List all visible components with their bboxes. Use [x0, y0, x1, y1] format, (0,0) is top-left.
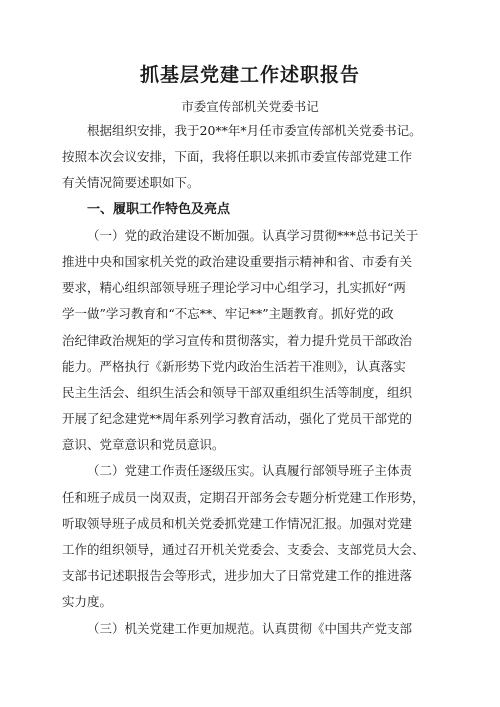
paragraph-line: （三）机关党建工作更加规范。认真贯彻《中国共产党支部 [87, 620, 413, 636]
page-subtitle: 市委宣传部机关党委书记 [181, 99, 319, 114]
intro-line: 有关情况简要述职如下。 [62, 175, 200, 191]
paragraph-line: 实力度。 [62, 594, 113, 610]
page-title: 抓基层党建工作述职报告 [139, 64, 360, 86]
paragraph-line: 推进中央和国家机关党的政治建设重要指示精神和省、市委有关 [62, 253, 413, 269]
document-body [62, 118, 440, 642]
paragraph-line: 开展了纪念建党**周年系列学习教育活动，强化了党员干部党的 [62, 411, 413, 427]
paragraph-line: 工作的组织领导，通过召开机关党委会、支委会、支部党员大会、 [62, 542, 425, 557]
paragraph-line: 听取领导班子成员和机关党委抓党建工作情况汇报。加强对党建 [62, 515, 413, 531]
paragraph-line: 任和班子成员一岗双责，定期召开部务会专题分析党建工作形势， [62, 489, 425, 505]
section-heading: 一、履职工作特色及亮点 [87, 201, 231, 217]
paragraph-line: 民主生活会、组织生活会和领导干部双重组织生活等制度，组织 [62, 384, 413, 400]
paragraph-line: 能力。严格执行《新形势下党内政治生活若干准则》，认真落实 [62, 358, 406, 374]
paragraph-line: 支部书记述职报告会等形式，进步加大了日常党建工作的推进落 [62, 568, 413, 584]
paragraph-line: 治纪律政治规矩的学习宣传和贯彻落实，着力提升党员干部政治 [62, 332, 413, 348]
paragraph-line: （一）党的政治建设不断加强。认真学习贯彻***总书记关于 [87, 227, 419, 243]
paragraph-line: 要求，精心组织部领导班子理论学习中心组学习，扎实抓好“两 [62, 280, 406, 296]
paragraph-line: 意识、党章意识和党员意识。 [62, 437, 225, 453]
intro-line: 根据组织安排，我于20**年*月任市委宣传部机关党委书记。 [87, 123, 422, 138]
intro-line: 按照本次会议安排，下面，我将任职以来抓市委宣传部党建工作 [62, 149, 413, 165]
paragraph-line: 学一做”学习教育和“不忘**、牢记**”主题教育。抓好党的政 [62, 306, 394, 322]
paragraph-line: （二）党建工作责任逐级压实。认真履行部领导班子主体责 [87, 463, 413, 479]
